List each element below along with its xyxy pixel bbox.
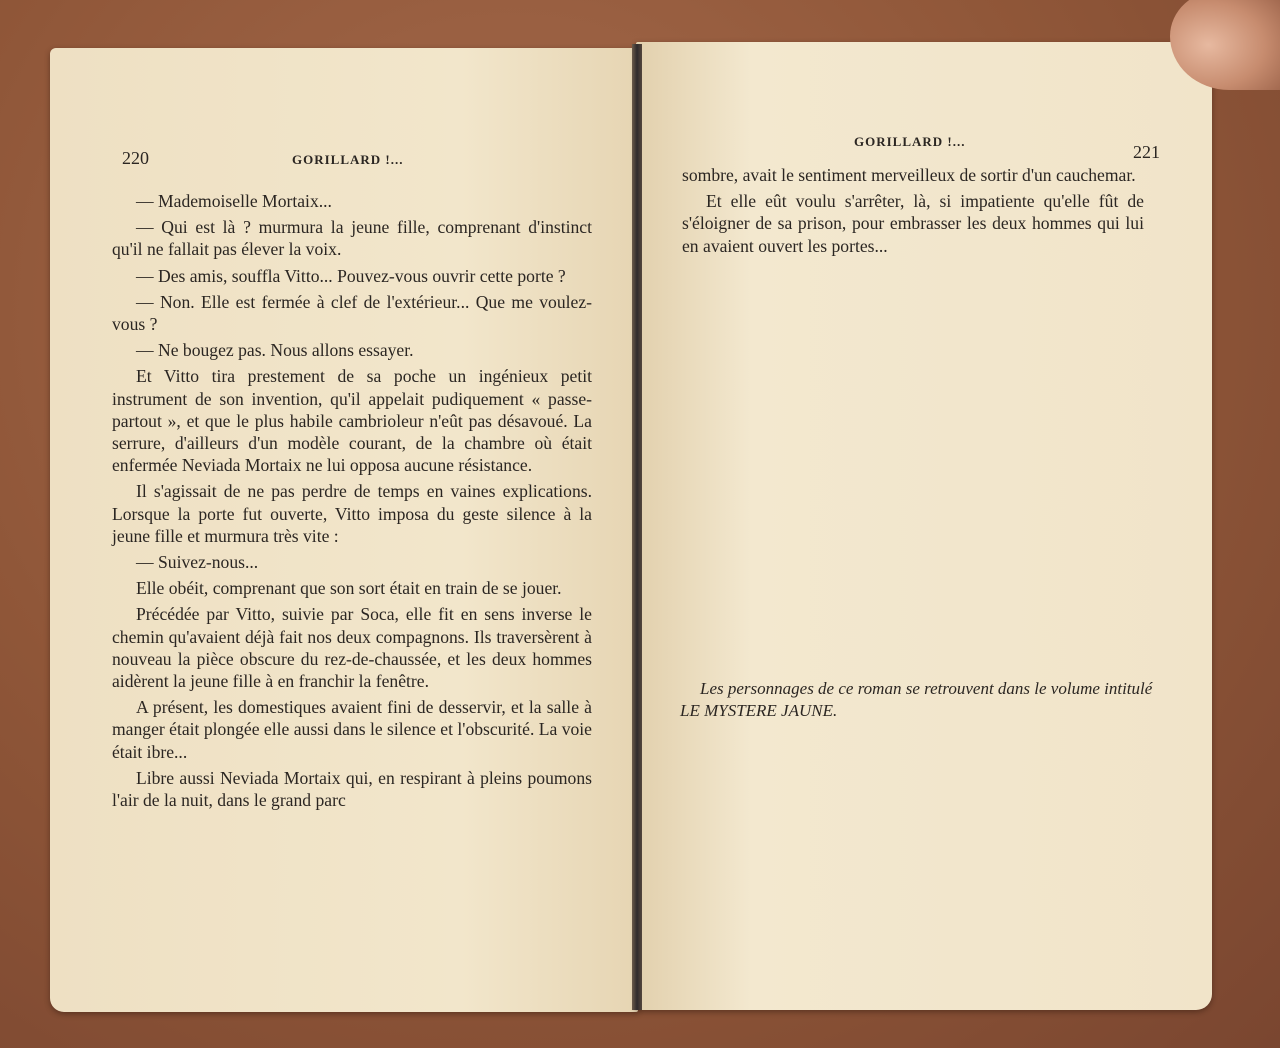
paragraph: Elle obéit, comprenant que son sort était en train de se jouer. (136, 578, 562, 599)
paragraph: — Des amis, souffla Vitto... Pouvez-vous ouvrir cette porte ? (136, 265, 566, 286)
running-head-left: GORILLARD !... (292, 152, 404, 167)
paragraph: sombre, avait le sentiment merveilleux de sortir d'un cauchemar. (682, 165, 1136, 185)
paragraph: Précédée par Vitto, suivie par Soca, elle fit en sens inverse le chemin qu'avaient déjà fait nos deux compagnons. Ils traversèrent à nouveau la pièce obscure du rez-de-chaussée, et les deux hommes aidèrent la jeune fille à en franchir la fenêtre. (112, 604, 592, 692)
book-spine-gutter (632, 44, 642, 1010)
page-number-left: 220 (122, 148, 149, 168)
running-head-right: GORILLARD !... (854, 134, 966, 149)
paragraph: Et Vitto tira prestement de sa poche un ingénieux petit instrument de son invention, qu'il appelait pudiquement « passe-partout », et que le plus habile cambrioleur n'eût pas désavoué. La serrure, d'ailleurs d'un modèle courant, de la chambre où était enfermée Neviada Mortaix ne lui opposa aucune résistance. (112, 366, 592, 476)
paragraph: — Suivez-nous... (136, 552, 259, 573)
page-number-right: 221 (1133, 142, 1160, 162)
paragraph: A présent, les domestiques avaient fini de desservir, et la salle à manger était plongée elle aussi dans le silence et l'obscurité. La voie était ibre... (112, 697, 592, 762)
closing-note: Les personnages de ce roman se retrouvent dans le volume intitulé LE MYSTERE JAUNE. (680, 679, 1153, 720)
paragraph: Libre aussi Neviada Mortaix qui, en respirant à pleins poumons l'air de la nuit, dans le grand parc (112, 767, 592, 811)
right-page-text (682, 164, 1144, 261)
open-book (42, 38, 1217, 1014)
paragraph: — Ne bougez pas. Nous allons essayer. (136, 340, 414, 361)
paragraph: — Non. Elle est fermée à clef de l'extérieur... Que me voulez-vous ? (112, 291, 592, 335)
right-page (636, 42, 1212, 1010)
paragraph: — Mademoiselle Mortaix... (136, 191, 332, 211)
paragraph: Et elle eût voulu s'arrêter, là, si impatiente qu'elle fût de s'éloigner de sa prison, pour embrasser les deux hommes qui lui en avaient ouvert les portes... (682, 191, 1144, 256)
paragraph: Il s'agissait de ne pas perdre de temps en vaines explications. Lorsque la porte fut ouverte, Vitto imposa du geste silence à la jeune fille et murmura très vite : (112, 481, 592, 546)
left-page (50, 48, 638, 1012)
left-page-text (112, 190, 592, 815)
paragraph: — Qui est là ? murmura la jeune fille, comprenant d'instinct qu'il ne fallait pas élever la voix. (112, 217, 592, 260)
